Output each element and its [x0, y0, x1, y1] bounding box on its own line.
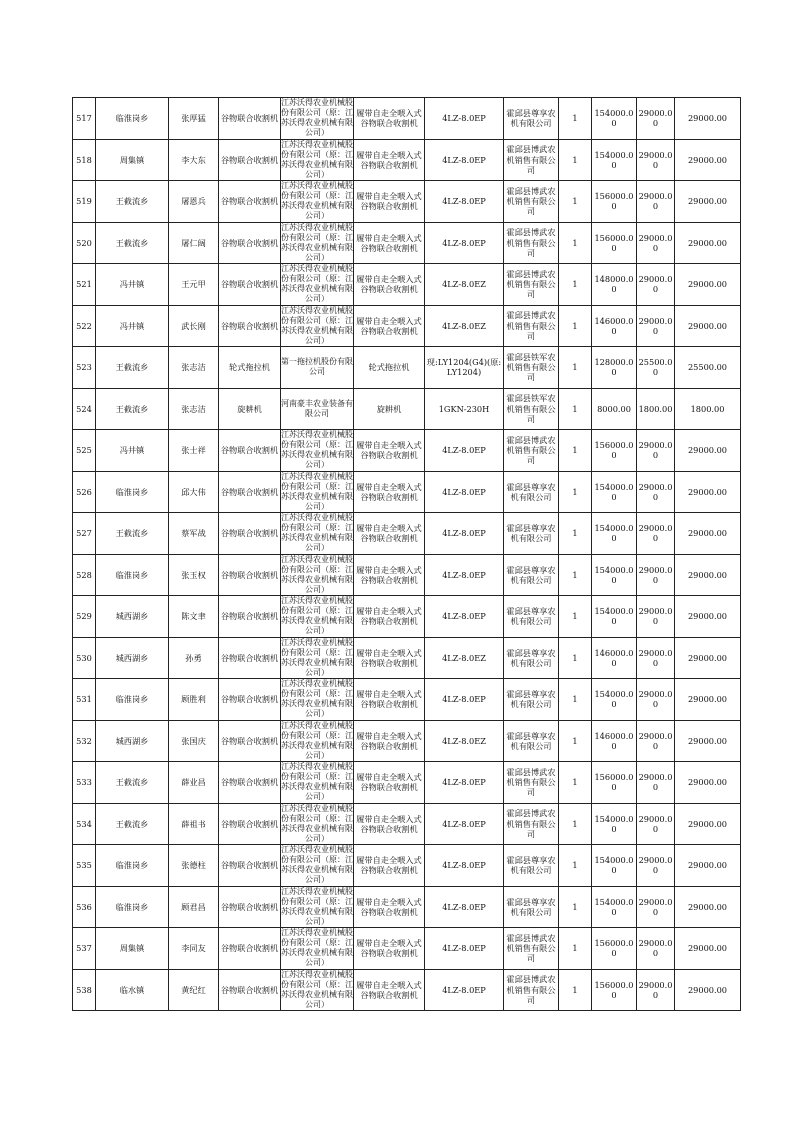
row-number-cell: 533: [73, 762, 96, 804]
total-subsidy-cell: 29000.00: [675, 720, 741, 762]
manufacturer-cell: 江苏沃得农业机械股份有限公司（原：江苏沃得农业机械有限公司）: [281, 762, 353, 802]
model-cell: 4LZ-8.0EP: [425, 513, 504, 555]
total-subsidy-cell: 29000.00: [675, 637, 741, 679]
row-number-cell: 517: [73, 98, 96, 140]
machine-category-cell: 轮式拖拉机: [219, 347, 281, 389]
dealer-cell: 霍邱县博武农机销售有限公司: [504, 762, 559, 804]
unit-subsidy-cell: 29000.00: [637, 471, 675, 513]
product-name-cell: 履带自走全喂入式谷物联合收割机: [354, 596, 425, 638]
row-number-cell: 528: [73, 554, 96, 596]
table-row: [73, 596, 741, 638]
machine-category-cell: 谷物联合收割机: [219, 471, 281, 513]
buyer-name-cell: 张志洁: [169, 388, 219, 430]
model-cell: 4LZ-8.0EP: [425, 679, 504, 721]
quantity-cell: 1: [559, 222, 592, 264]
manufacturer-cell: 江苏沃得农业机械股份有限公司（原：江苏沃得农业机械有限公司）: [281, 679, 353, 719]
table-row: [73, 637, 741, 679]
township-cell: 王截流乡: [96, 347, 169, 389]
product-name-cell: 履带自走全喂入式谷物联合收割机: [354, 637, 425, 679]
product-name-cell: 履带自走全喂入式谷物联合收割机: [354, 264, 425, 306]
row-number-cell: 536: [73, 886, 96, 928]
model-cell: 4LZ-8.0EZ: [425, 637, 504, 679]
row-number-cell: 529: [73, 596, 96, 638]
buyer-name-cell: 蔡军战: [169, 513, 219, 555]
township-cell: 冯井镇: [96, 430, 169, 472]
product-name-cell: 履带自走全喂入式谷物联合收割机: [354, 845, 425, 887]
manufacturer-cell: 江苏沃得农业机械股份有限公司（原：江苏沃得农业机械有限公司）: [281, 928, 353, 968]
buyer-name-cell: 薛业昌: [169, 762, 219, 804]
manufacturer-cell: 江苏沃得农业机械股份有限公司（原：江苏沃得农业机械有限公司）: [281, 98, 353, 138]
product-name-cell: 履带自走全喂入式谷物联合收割机: [354, 430, 425, 472]
sale-price-cell: 154000.00: [592, 139, 637, 181]
sale-price-cell: 156000.00: [592, 222, 637, 264]
sale-price-cell: 154000.00: [592, 554, 637, 596]
dealer-cell: 霍邱县尊享农机有限公司: [504, 98, 559, 140]
township-cell: 临淮岗乡: [96, 98, 169, 140]
row-number-cell: 522: [73, 305, 96, 347]
dealer-cell: 霍邱县博武农机销售有限公司: [504, 803, 559, 845]
quantity-cell: 1: [559, 181, 592, 223]
model-cell: 4LZ-8.0EP: [425, 98, 504, 140]
manufacturer-cell: 江苏沃得农业机械股份有限公司（原：江苏沃得农业机械有限公司）: [281, 471, 353, 511]
dealer-cell: 霍邱县博武农机销售有限公司: [504, 181, 559, 223]
machine-category-cell: 谷物联合收割机: [219, 969, 281, 1011]
row-number-cell: 525: [73, 430, 96, 472]
manufacturer-cell: 江苏沃得农业机械股份有限公司（原：江苏沃得农业机械有限公司）: [281, 181, 353, 221]
manufacturer-cell: 江苏沃得农业机械股份有限公司（原：江苏沃得农业机械有限公司）: [281, 430, 353, 470]
unit-subsidy-cell: 29000.00: [637, 637, 675, 679]
township-cell: 临淮岗乡: [96, 679, 169, 721]
quantity-cell: 1: [559, 430, 592, 472]
dealer-cell: 霍邱县尊享农机有限公司: [504, 720, 559, 762]
unit-subsidy-cell: 29000.00: [637, 969, 675, 1011]
product-name-cell: 履带自走全喂入式谷物联合收割机: [354, 720, 425, 762]
machine-category-cell: 谷物联合收割机: [219, 264, 281, 306]
sale-price-cell: 156000.00: [592, 181, 637, 223]
table-row: [73, 98, 741, 140]
model-cell: 4LZ-8.0EZ: [425, 305, 504, 347]
sale-price-cell: 154000.00: [592, 845, 637, 887]
buyer-name-cell: 屠仁阔: [169, 222, 219, 264]
quantity-cell: 1: [559, 762, 592, 804]
model-cell: 4LZ-8.0EP: [425, 762, 504, 804]
township-cell: 城西湖乡: [96, 596, 169, 638]
product-name-cell: 履带自走全喂入式谷物联合收割机: [354, 471, 425, 513]
table-row: [73, 139, 741, 181]
product-name-cell: 履带自走全喂入式谷物联合收割机: [354, 305, 425, 347]
unit-subsidy-cell: 29000.00: [637, 139, 675, 181]
buyer-name-cell: 张志洁: [169, 347, 219, 389]
table-row: [73, 388, 741, 430]
buyer-name-cell: 黄纪红: [169, 969, 219, 1011]
dealer-cell: 霍邱县尊享农机有限公司: [504, 513, 559, 555]
machine-category-cell: 谷物联合收割机: [219, 222, 281, 264]
unit-subsidy-cell: 29000.00: [637, 98, 675, 140]
model-cell: 4LZ-8.0EP: [425, 554, 504, 596]
machine-category-cell: 谷物联合收割机: [219, 181, 281, 223]
model-cell: 4LZ-8.0EP: [425, 471, 504, 513]
manufacturer-cell: 江苏沃得农业机械股份有限公司（原：江苏沃得农业机械有限公司）: [281, 513, 353, 553]
manufacturer-cell: 江苏沃得农业机械股份有限公司（原：江苏沃得农业机械有限公司）: [281, 139, 353, 179]
model-cell: 4LZ-8.0EP: [425, 845, 504, 887]
township-cell: 城西湖乡: [96, 720, 169, 762]
dealer-cell: 霍邱县铁军农机销售有限公司: [504, 388, 559, 430]
product-name-cell: 履带自走全喂入式谷物联合收割机: [354, 762, 425, 804]
unit-subsidy-cell: 29000.00: [637, 554, 675, 596]
quantity-cell: 1: [559, 513, 592, 555]
model-cell: 4LZ-8.0EP: [425, 803, 504, 845]
quantity-cell: 1: [559, 347, 592, 389]
buyer-name-cell: 顾胜利: [169, 679, 219, 721]
product-name-cell: 履带自走全喂入式谷物联合收割机: [354, 554, 425, 596]
unit-subsidy-cell: 29000.00: [637, 264, 675, 306]
sale-price-cell: 154000.00: [592, 98, 637, 140]
sale-price-cell: 154000.00: [592, 596, 637, 638]
quantity-cell: 1: [559, 637, 592, 679]
row-number-cell: 521: [73, 264, 96, 306]
table-row: [73, 928, 741, 970]
manufacturer-cell: 江苏沃得农业机械股份有限公司（原：江苏沃得农业机械有限公司）: [281, 305, 353, 345]
row-number-cell: 530: [73, 637, 96, 679]
total-subsidy-cell: 29000.00: [675, 596, 741, 638]
unit-subsidy-cell: 29000.00: [637, 928, 675, 970]
quantity-cell: 1: [559, 305, 592, 347]
sale-price-cell: 154000.00: [592, 886, 637, 928]
buyer-name-cell: 张国庆: [169, 720, 219, 762]
township-cell: 王截流乡: [96, 388, 169, 430]
total-subsidy-cell: 1800.00: [675, 388, 741, 430]
total-subsidy-cell: 29000.00: [675, 98, 741, 140]
quantity-cell: 1: [559, 845, 592, 887]
township-cell: 临淮岗乡: [96, 471, 169, 513]
table-row: [73, 347, 741, 389]
row-number-cell: 527: [73, 513, 96, 555]
sale-price-cell: 154000.00: [592, 803, 637, 845]
machine-category-cell: 谷物联合收割机: [219, 139, 281, 181]
machine-category-cell: 谷物联合收割机: [219, 430, 281, 472]
total-subsidy-cell: 25500.00: [675, 347, 741, 389]
machine-category-cell: 谷物联合收割机: [219, 637, 281, 679]
model-cell: 4LZ-8.0EP: [425, 430, 504, 472]
table-row: [73, 762, 741, 804]
total-subsidy-cell: 29000.00: [675, 928, 741, 970]
product-name-cell: 履带自走全喂入式谷物联合收割机: [354, 928, 425, 970]
model-cell: 4LZ-8.0EP: [425, 139, 504, 181]
row-number-cell: 520: [73, 222, 96, 264]
township-cell: 王截流乡: [96, 762, 169, 804]
total-subsidy-cell: 29000.00: [675, 762, 741, 804]
buyer-name-cell: 张士祥: [169, 430, 219, 472]
table-row: [73, 222, 741, 264]
manufacturer-cell: 江苏沃得农业机械股份有限公司（原：江苏沃得农业机械有限公司）: [281, 222, 353, 262]
manufacturer-cell: 江苏沃得农业机械股份有限公司（原：江苏沃得农业机械有限公司）: [281, 803, 353, 843]
machine-category-cell: 谷物联合收割机: [219, 679, 281, 721]
dealer-cell: 霍邱县尊享农机有限公司: [504, 471, 559, 513]
buyer-name-cell: 薛祖书: [169, 803, 219, 845]
quantity-cell: 1: [559, 554, 592, 596]
sale-price-cell: 154000.00: [592, 471, 637, 513]
buyer-name-cell: 陈文聿: [169, 596, 219, 638]
township-cell: 临水镇: [96, 969, 169, 1011]
dealer-cell: 霍邱县博武农机销售有限公司: [504, 928, 559, 970]
total-subsidy-cell: 29000.00: [675, 139, 741, 181]
row-number-cell: 523: [73, 347, 96, 389]
table-row: [73, 720, 741, 762]
sale-price-cell: 146000.00: [592, 305, 637, 347]
total-subsidy-cell: 29000.00: [675, 430, 741, 472]
township-cell: 周集镇: [96, 928, 169, 970]
sale-price-cell: 148000.00: [592, 264, 637, 306]
dealer-cell: 霍邱县博武农机销售有限公司: [504, 264, 559, 306]
quantity-cell: 1: [559, 969, 592, 1011]
quantity-cell: 1: [559, 471, 592, 513]
township-cell: 临淮岗乡: [96, 886, 169, 928]
model-cell: 4LZ-8.0EZ: [425, 720, 504, 762]
unit-subsidy-cell: 29000.00: [637, 222, 675, 264]
sale-price-cell: 8000.00: [592, 388, 637, 430]
sale-price-cell: 156000.00: [592, 430, 637, 472]
product-name-cell: 履带自走全喂入式谷物联合收割机: [354, 513, 425, 555]
machine-category-cell: 谷物联合收割机: [219, 305, 281, 347]
quantity-cell: 1: [559, 264, 592, 306]
manufacturer-cell: 江苏沃得农业机械股份有限公司（原：江苏沃得农业机械有限公司）: [281, 264, 353, 304]
buyer-name-cell: 武长刚: [169, 305, 219, 347]
row-number-cell: 538: [73, 969, 96, 1011]
buyer-name-cell: 李同友: [169, 928, 219, 970]
machine-category-cell: 谷物联合收割机: [219, 554, 281, 596]
quantity-cell: 1: [559, 928, 592, 970]
row-number-cell: 531: [73, 679, 96, 721]
product-name-cell: 履带自走全喂入式谷物联合收割机: [354, 139, 425, 181]
row-number-cell: 526: [73, 471, 96, 513]
dealer-cell: 霍邱县铁军农机销售有限公司: [504, 347, 559, 389]
table-row: [73, 181, 741, 223]
manufacturer-cell: 江苏沃得农业机械股份有限公司（原：江苏沃得农业机械有限公司）: [281, 845, 353, 885]
township-cell: 冯井镇: [96, 305, 169, 347]
unit-subsidy-cell: 29000.00: [637, 762, 675, 804]
unit-subsidy-cell: 29000.00: [637, 803, 675, 845]
sale-price-cell: 146000.00: [592, 720, 637, 762]
sale-price-cell: 154000.00: [592, 513, 637, 555]
table-row: [73, 886, 741, 928]
product-name-cell: 履带自走全喂入式谷物联合收割机: [354, 679, 425, 721]
table-row: [73, 969, 741, 1011]
buyer-name-cell: 孙勇: [169, 637, 219, 679]
sale-price-cell: 146000.00: [592, 637, 637, 679]
table-row: [73, 513, 741, 555]
row-number-cell: 524: [73, 388, 96, 430]
machine-category-cell: 谷物联合收割机: [219, 803, 281, 845]
buyer-name-cell: 屠恩兵: [169, 181, 219, 223]
manufacturer-cell: 江苏沃得农业机械股份有限公司（原：江苏沃得农业机械有限公司）: [281, 554, 353, 594]
unit-subsidy-cell: 29000.00: [637, 720, 675, 762]
row-number-cell: 518: [73, 139, 96, 181]
manufacturer-cell: 第一拖拉机股份有限公司: [281, 347, 354, 389]
row-number-cell: 535: [73, 845, 96, 887]
dealer-cell: 霍邱县尊享农机有限公司: [504, 679, 559, 721]
table-row: [73, 554, 741, 596]
model-cell: 4LZ-8.0EP: [425, 181, 504, 223]
quantity-cell: 1: [559, 679, 592, 721]
machine-category-cell: 谷物联合收割机: [219, 513, 281, 555]
manufacturer-cell: 江苏沃得农业机械股份有限公司（原：江苏沃得农业机械有限公司）: [281, 886, 353, 926]
unit-subsidy-cell: 29000.00: [637, 679, 675, 721]
product-name-cell: 履带自走全喂入式谷物联合收割机: [354, 98, 425, 140]
model-cell: 4LZ-8.0EP: [425, 222, 504, 264]
product-name-cell: 轮式拖拉机: [354, 347, 425, 389]
township-cell: 王截流乡: [96, 803, 169, 845]
machine-category-cell: 谷物联合收割机: [219, 845, 281, 887]
total-subsidy-cell: 29000.00: [675, 554, 741, 596]
table-row: [73, 305, 741, 347]
total-subsidy-cell: 29000.00: [675, 513, 741, 555]
model-cell: 4LZ-8.0EP: [425, 928, 504, 970]
quantity-cell: 1: [559, 139, 592, 181]
manufacturer-cell: 江苏沃得农业机械股份有限公司（原：江苏沃得农业机械有限公司）: [281, 637, 353, 677]
model-cell: 1GKN-230H: [425, 388, 504, 430]
dealer-cell: 霍邱县尊享农机有限公司: [504, 845, 559, 887]
machine-category-cell: 旋耕机: [219, 388, 281, 430]
quantity-cell: 1: [559, 388, 592, 430]
township-cell: 王截流乡: [96, 222, 169, 264]
model-cell: 4LZ-8.0EP: [425, 596, 504, 638]
buyer-name-cell: 王元甲: [169, 264, 219, 306]
model-cell: 4LZ-8.0EP: [425, 886, 504, 928]
quantity-cell: 1: [559, 98, 592, 140]
township-cell: 王截流乡: [96, 513, 169, 555]
row-number-cell: 537: [73, 928, 96, 970]
product-name-cell: 旋耕机: [354, 388, 425, 430]
total-subsidy-cell: 29000.00: [675, 803, 741, 845]
row-number-cell: 534: [73, 803, 96, 845]
unit-subsidy-cell: 29000.00: [637, 305, 675, 347]
unit-subsidy-cell: 29000.00: [637, 845, 675, 887]
table-row: [73, 679, 741, 721]
table-row: [73, 471, 741, 513]
sale-price-cell: 128000.00: [592, 347, 637, 389]
dealer-cell: 霍邱县尊享农机有限公司: [504, 886, 559, 928]
machine-category-cell: 谷物联合收割机: [219, 928, 281, 970]
product-name-cell: 履带自走全喂入式谷物联合收割机: [354, 803, 425, 845]
sale-price-cell: 156000.00: [592, 762, 637, 804]
manufacturer-cell: 河南豪丰农业装备有限公司: [281, 388, 354, 430]
buyer-name-cell: 邱大伟: [169, 471, 219, 513]
unit-subsidy-cell: 29000.00: [637, 513, 675, 555]
total-subsidy-cell: 29000.00: [675, 181, 741, 223]
machine-category-cell: 谷物联合收割机: [219, 720, 281, 762]
manufacturer-cell: 江苏沃得农业机械股份有限公司（原：江苏沃得农业机械有限公司）: [281, 720, 353, 760]
machine-category-cell: 谷物联合收割机: [219, 596, 281, 638]
township-cell: 王截流乡: [96, 181, 169, 223]
table-row: [73, 845, 741, 887]
unit-subsidy-cell: 29000.00: [637, 181, 675, 223]
total-subsidy-cell: 29000.00: [675, 222, 741, 264]
total-subsidy-cell: 29000.00: [675, 305, 741, 347]
manufacturer-cell: 江苏沃得农业机械股份有限公司（原：江苏沃得农业机械有限公司）: [281, 969, 353, 1009]
total-subsidy-cell: 29000.00: [675, 969, 741, 1011]
machine-category-cell: 谷物联合收割机: [219, 886, 281, 928]
product-name-cell: 履带自走全喂入式谷物联合收割机: [354, 222, 425, 264]
table-row: [73, 803, 741, 845]
model-cell: 现:LY1204(G4)(原:LY1204): [425, 347, 504, 389]
dealer-cell: 霍邱县尊享农机有限公司: [504, 554, 559, 596]
dealer-cell: 霍邱县尊享农机有限公司: [504, 596, 559, 638]
sale-price-cell: 154000.00: [592, 679, 637, 721]
buyer-name-cell: 张德柱: [169, 845, 219, 887]
subsidy-table: [72, 97, 741, 1011]
table-row: [73, 430, 741, 472]
buyer-name-cell: 李大东: [169, 139, 219, 181]
township-cell: 临淮岗乡: [96, 554, 169, 596]
dealer-cell: 霍邱县博武农机销售有限公司: [504, 305, 559, 347]
quantity-cell: 1: [559, 886, 592, 928]
buyer-name-cell: 张玉权: [169, 554, 219, 596]
total-subsidy-cell: 29000.00: [675, 845, 741, 887]
dealer-cell: 霍邱县博武农机销售有限公司: [504, 430, 559, 472]
quantity-cell: 1: [559, 596, 592, 638]
total-subsidy-cell: 29000.00: [675, 679, 741, 721]
row-number-cell: 519: [73, 181, 96, 223]
manufacturer-cell: 江苏沃得农业机械股份有限公司（原：江苏沃得农业机械有限公司）: [281, 596, 353, 636]
dealer-cell: 霍邱县博武农机销售有限公司: [504, 139, 559, 181]
township-cell: 临淮岗乡: [96, 845, 169, 887]
dealer-cell: 霍邱县博武农机销售有限公司: [504, 969, 559, 1011]
sale-price-cell: 156000.00: [592, 928, 637, 970]
buyer-name-cell: 顾君昌: [169, 886, 219, 928]
quantity-cell: 1: [559, 803, 592, 845]
unit-subsidy-cell: 1800.00: [637, 388, 675, 430]
machine-category-cell: 谷物联合收割机: [219, 98, 281, 140]
sale-price-cell: 156000.00: [592, 969, 637, 1011]
dealer-cell: 霍邱县博武农机销售有限公司: [504, 222, 559, 264]
buyer-name-cell: 张厚猛: [169, 98, 219, 140]
dealer-cell: 霍邱县尊享农机有限公司: [504, 637, 559, 679]
township-cell: 冯井镇: [96, 264, 169, 306]
total-subsidy-cell: 29000.00: [675, 471, 741, 513]
township-cell: 城西湖乡: [96, 637, 169, 679]
unit-subsidy-cell: 29000.00: [637, 886, 675, 928]
unit-subsidy-cell: 29000.00: [637, 596, 675, 638]
product-name-cell: 履带自走全喂入式谷物联合收割机: [354, 969, 425, 1011]
unit-subsidy-cell: 25500.00: [637, 347, 675, 389]
total-subsidy-cell: 29000.00: [675, 264, 741, 306]
quantity-cell: 1: [559, 720, 592, 762]
unit-subsidy-cell: 29000.00: [637, 430, 675, 472]
row-number-cell: 532: [73, 720, 96, 762]
model-cell: 4LZ-8.0EZ: [425, 264, 504, 306]
total-subsidy-cell: 29000.00: [675, 886, 741, 928]
product-name-cell: 履带自走全喂入式谷物联合收割机: [354, 181, 425, 223]
model-cell: 4LZ-8.0EP: [425, 969, 504, 1011]
table-row: [73, 264, 741, 306]
product-name-cell: 履带自走全喂入式谷物联合收割机: [354, 886, 425, 928]
machine-category-cell: 谷物联合收割机: [219, 762, 281, 804]
township-cell: 周集镇: [96, 139, 169, 181]
